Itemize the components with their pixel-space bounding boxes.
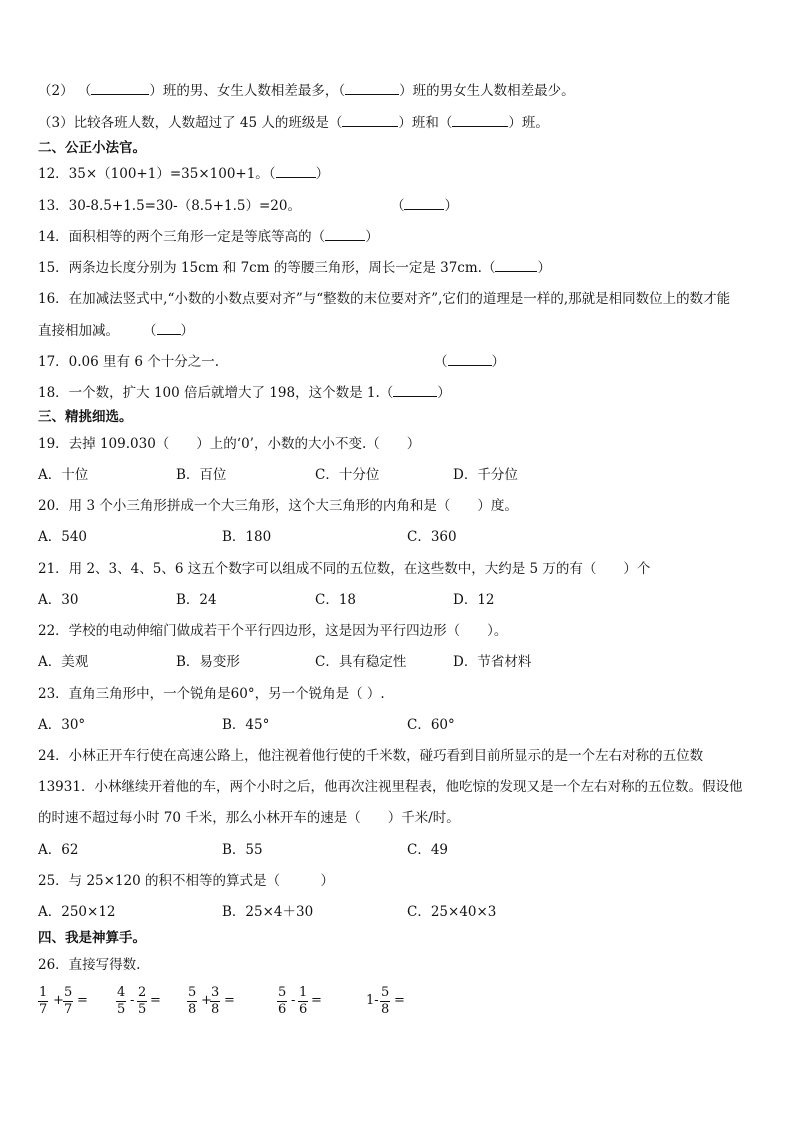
option-c[interactable]: C．360 [407, 529, 457, 545]
option-a[interactable]: A．十位 [38, 467, 89, 483]
option-a[interactable]: A．30° [38, 717, 86, 733]
option-b[interactable]: B．25×4＋30 [222, 904, 314, 920]
option-c[interactable]: C．49 [407, 842, 449, 858]
option-c[interactable]: C．18 [315, 592, 357, 608]
option-b[interactable]: B．百位 [176, 467, 227, 483]
question-14: 14．面积相等的两个三角形一定是等底等高的（ ） [38, 226, 379, 247]
option-a[interactable]: A．62 [38, 842, 79, 858]
option-d[interactable]: D．12 [453, 592, 495, 608]
fraction: $\frac{5}{8}$ [188, 985, 197, 1017]
answer-blank[interactable] [495, 257, 537, 272]
option-a[interactable]: A．美观 [38, 654, 89, 670]
option-d[interactable]: D．千分位 [453, 467, 518, 483]
fraction: $\frac{4}{5}$ [117, 985, 126, 1017]
option-c[interactable]: C．十分位 [315, 467, 380, 483]
section-3-heading: 三、精挑细选。 [38, 409, 133, 425]
question-26: 26．直接写得数. [38, 957, 141, 973]
option-a[interactable]: A．30 [38, 592, 79, 608]
operator: = [224, 993, 235, 1008]
question-25: 25．与 25×120 的积不相等的算式是（ ） [38, 873, 335, 889]
question-13: 13．30-8.5+1.5=30-（8.5+1.5）=20。 （ ） [38, 195, 458, 216]
operator: = [150, 993, 161, 1008]
fraction: $\frac{2}{5}$ [138, 985, 147, 1017]
option-a[interactable]: A．250×12 [38, 904, 116, 920]
question-16-line2: 直接相加减。 （ ） [38, 320, 194, 341]
operator: = [77, 993, 88, 1008]
operator: - [130, 993, 135, 1008]
fraction: $\frac{1}{7}$ [39, 985, 48, 1017]
option-b[interactable]: B．180 [222, 529, 272, 545]
answer-blank[interactable] [276, 163, 316, 178]
option-b[interactable]: B．55 [222, 842, 263, 858]
option-d[interactable]: D．节省材料 [453, 654, 532, 670]
question-12: 12．35×（100+1）=35×100+1。（ ） [38, 163, 329, 184]
fraction: $\frac{3}{8}$ [211, 985, 220, 1017]
question-24-line1: 24．小林正开车行使在高速公路上，他注视着他行使的千米数，碰巧看到目前所显示的是一个左右对称的五位数 [38, 748, 704, 764]
section-2-heading: 二、公正小法官。 [38, 140, 146, 156]
question-21: 21．用 2、3、4、5、6 这五个数字可以组成不同的五位数，在这些数中，大约是 5 万的有（ ）个 [38, 561, 651, 577]
option-b[interactable]: B．24 [176, 592, 217, 608]
fraction: $\frac{5}{6}$ [278, 985, 287, 1017]
answer-blank[interactable] [393, 382, 437, 397]
answer-blank[interactable] [157, 320, 181, 335]
operator: + [201, 993, 212, 1008]
operator: - [291, 993, 296, 1008]
option-c[interactable]: C．60° [407, 717, 455, 733]
operator: 1- [366, 993, 379, 1008]
answer-blank[interactable] [448, 351, 492, 366]
question-23: 23．直角三角形中，一个锐角是60°，另一个锐角是（ ）. [38, 686, 385, 702]
question-11-part2: （2） （ ）班的男、女生人数相差最多，（ ）班的男女生人数相差最少。 [38, 80, 575, 101]
answer-blank[interactable] [91, 80, 149, 95]
answer-blank[interactable] [342, 112, 398, 127]
question-24-line3: 的时速不超过每小时 70 千米，那么小林开车的速是（ ）千米/时。 [38, 810, 460, 826]
option-b[interactable]: B．45° [222, 717, 270, 733]
section-4-heading: 四、我是神算手。 [38, 930, 146, 946]
question-22: 22．学校的电动伸缩门做成若干个平行四边形，这是因为平行四边形（ ）。 [38, 623, 508, 639]
answer-blank[interactable] [325, 226, 365, 241]
option-b[interactable]: B．易变形 [176, 654, 240, 670]
question-15: 15．两条边长度分别为 15cm 和 7cm 的等腰三角形，周长一定是 37cm.（ ） [38, 257, 551, 278]
fraction: $\frac{5}{7}$ [64, 985, 73, 1017]
operator: = [394, 993, 405, 1008]
answer-blank[interactable] [345, 80, 399, 95]
option-c[interactable]: C．具有稳定性 [315, 654, 407, 670]
operator: = [311, 993, 322, 1008]
question-20: 20．用 3 个小三角形拼成一个大三角形，这个大三角形的内角和是（ ）度。 [38, 498, 518, 514]
question-11-part3: （3）比较各班人数，人数超过了 45 人的班级是（ ）班和（ ）班。 [38, 112, 549, 133]
answer-blank[interactable] [404, 195, 444, 210]
question-16-line1: 16．在加减法竖式中,“小数的小数点要对齐”与“整数的末位要对齐”,它们的道理是一样的,那就是相同数位上的数才能 [38, 291, 731, 307]
question-24-line2: 13931．小林继续开着他的车，两个小时之后，他再次注视里程表，他吃惊的发现又是一个左右对称的五位数。假设他 [38, 779, 743, 795]
option-c[interactable]: C．25×40×3 [407, 904, 497, 920]
question-17: 17．0.06 里有 6 个十分之一. （ ） [38, 351, 505, 372]
operator: + [53, 993, 64, 1008]
question-18: 18．一个数，扩大 100 倍后就增大了 198，这个数是 1.（ ） [38, 382, 451, 403]
question-19: 19．去掉 109.030（ ）上的‘0’，小数的大小不变.（ ） [38, 436, 421, 452]
fraction: $\frac{5}{8}$ [381, 985, 390, 1017]
option-a[interactable]: A．540 [38, 529, 88, 545]
fraction: $\frac{1}{6}$ [299, 985, 308, 1017]
answer-blank[interactable] [452, 112, 508, 127]
